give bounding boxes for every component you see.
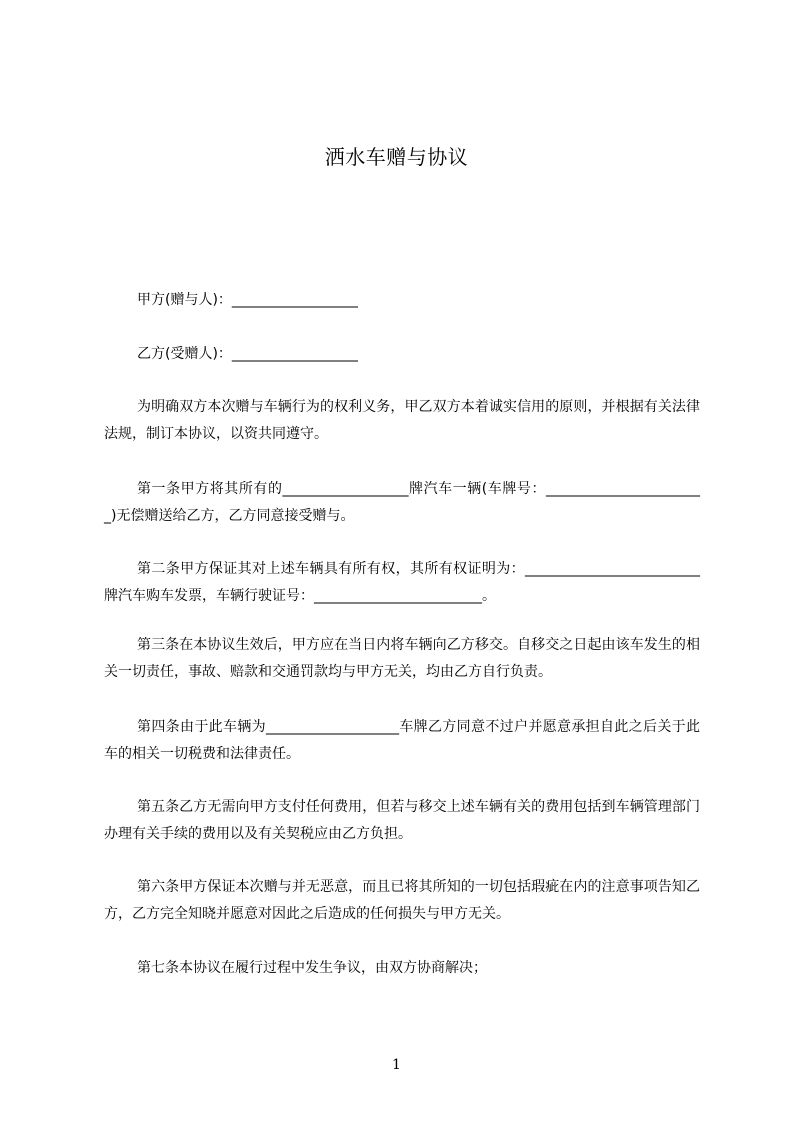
preamble-paragraph: 为明确双方本次赠与车辆行为的权利义务，甲乙双方本着诚实信用的原则，并根据有关法律法规，制订本协议，以资共同遵守。 [104, 399, 700, 442]
article-4-paragraph: 第四条由于此车辆为___________________车牌乙方同意不过户并愿意承担自此之后关于此车的相关一切税费和法律责任。 [104, 719, 700, 762]
party-b-line: 乙方(受赠人)：__________________ [137, 346, 358, 362]
article-3-paragraph: 第三条在本协议生效后，甲方应在当日内将车辆向乙方移交。自移交之日起由该车发生的相关一切责任，事故、赔款和交通罚款均与甲方无关，均由乙方自行负责。 [104, 637, 700, 680]
article-5-paragraph: 第五条乙方无需向甲方支付任何费用，但若与移交上述车辆有关的费用包括到车辆管理部门办理有关手续的费用以及有关契税应由乙方负担。 [104, 799, 700, 842]
article-1-paragraph: 第一条甲方将其所有的__________________牌汽车一辆(车牌号：_______________________)无偿赠送给乙方，乙方同意接受赠与。 [104, 481, 700, 524]
page-number: 1 [392, 1057, 401, 1073]
document-title: 洒水车赠与协议 [324, 145, 469, 169]
article-7-paragraph: 第七条本协议在履行过程中发生争议，由双方协商解决； [137, 960, 487, 976]
article-2-paragraph: 第二条甲方保证其对上述车辆具有所有权，其所有权证明为：_________________________牌汽车购车发票，车辆行驶证号：________________________。 [104, 561, 700, 604]
party-a-line: 甲方(赠与人)：__________________ [137, 292, 358, 308]
article-6-paragraph: 第六条甲方保证本次赠与并无恶意，而且已将其所知的一切包括瑕疵在内的注意事项告知乙方，乙方完全知晓并愿意对因此之后造成的任何损失与甲方无关。 [104, 879, 700, 922]
